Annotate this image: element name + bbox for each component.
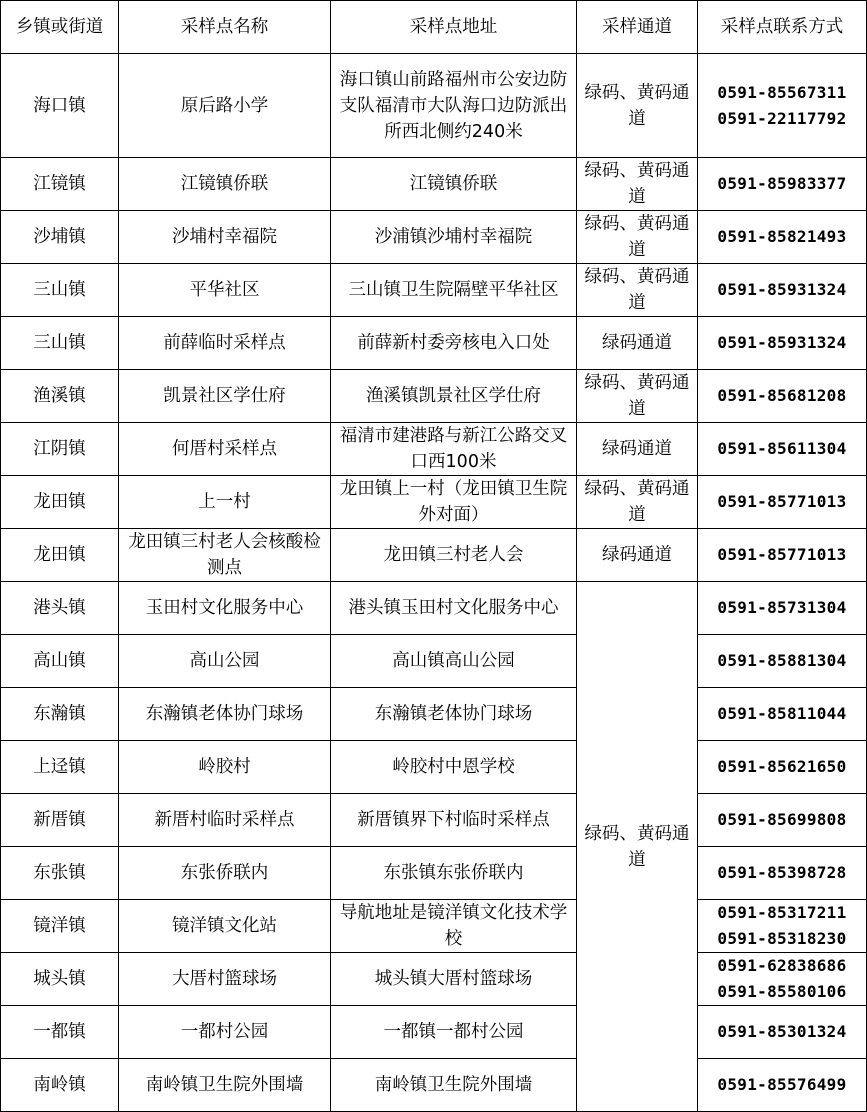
contact-cell — [698, 370, 867, 423]
town-cell: 沙埔镇 — [1, 211, 119, 264]
address-cell: 高山镇高山公园 — [331, 635, 577, 688]
contact-cell — [698, 1006, 867, 1059]
header-contact: 采样点联系方式 — [698, 1, 867, 54]
phone-number: 0591-85931324 — [717, 333, 847, 352]
town-cell: 上迳镇 — [1, 741, 119, 794]
site-name-cell: 新厝村临时采样点 — [119, 794, 331, 847]
phone-number: 0591-85611304 — [717, 439, 847, 458]
contact-cell — [698, 794, 867, 847]
address-cell: 江镜镇侨联 — [331, 158, 577, 211]
phone-number: 0591-85881304 — [717, 651, 847, 670]
header-channel: 采样通道 — [577, 1, 698, 54]
phone-number: 0591-85811044 — [717, 704, 847, 723]
phone-number: 0591-85983377 — [717, 174, 847, 193]
contact-cell — [698, 54, 867, 158]
contact-cell — [698, 582, 867, 635]
site-name-cell: 龙田镇三村老人会核酸检测点 — [119, 529, 331, 582]
header-address: 采样点地址 — [331, 1, 577, 54]
phone-number: 0591-85580106 — [717, 982, 847, 1001]
table-row — [1, 317, 867, 370]
site-name-cell: 江镜镇侨联 — [119, 158, 331, 211]
site-name-cell: 一都村公园 — [119, 1006, 331, 1059]
phone-number: 0591-62838686 — [717, 956, 847, 975]
site-name-cell: 原后路小学 — [119, 54, 331, 158]
contact-cell — [698, 529, 867, 582]
address-cell: 一都镇一都村公园 — [331, 1006, 577, 1059]
address-cell: 渔溪镇凯景社区学仕府 — [331, 370, 577, 423]
address-cell: 前薛新村委旁核电入口处 — [331, 317, 577, 370]
town-cell: 港头镇 — [1, 582, 119, 635]
town-cell: 江阴镇 — [1, 423, 119, 476]
channel-cell: 绿码通道 — [577, 529, 698, 582]
town-cell: 东瀚镇 — [1, 688, 119, 741]
channel-cell-merged: 绿码、黄码通道 — [577, 582, 698, 1112]
channel-cell: 绿码、黄码通道 — [577, 370, 698, 423]
channel-cell: 绿码、黄码通道 — [577, 211, 698, 264]
table-row — [1, 264, 867, 317]
site-name-cell: 何厝村采样点 — [119, 423, 331, 476]
address-cell: 导航地址是镜洋镇文化技术学校 — [331, 900, 577, 953]
town-cell: 三山镇 — [1, 317, 119, 370]
phone-number: 0591-85317211 — [717, 903, 847, 922]
site-name-cell: 上一村 — [119, 476, 331, 529]
contact-cell — [698, 264, 867, 317]
town-cell: 龙田镇 — [1, 529, 119, 582]
site-name-cell: 前薛临时采样点 — [119, 317, 331, 370]
address-cell: 城头镇大厝村篮球场 — [331, 953, 577, 1006]
site-name-cell: 东张侨联内 — [119, 847, 331, 900]
town-cell: 龙田镇 — [1, 476, 119, 529]
contact-cell — [698, 900, 867, 953]
address-cell: 沙浦镇沙埔村幸福院 — [331, 211, 577, 264]
site-name-cell: 凯景社区学仕府 — [119, 370, 331, 423]
table-row — [1, 688, 867, 741]
phone-number: 0591-85931324 — [717, 280, 847, 299]
phone-number: 0591-85398728 — [717, 863, 847, 882]
contact-cell — [698, 423, 867, 476]
town-cell: 高山镇 — [1, 635, 119, 688]
phone-number: 0591-85567311 — [717, 82, 847, 102]
channel-cell: 绿码、黄码通道 — [577, 264, 698, 317]
address-cell: 海口镇山前路福州市公安边防支队福清市大队海口边防派出所西北侧约240米 — [331, 54, 577, 158]
table-row — [1, 900, 867, 953]
table-row — [1, 1059, 867, 1112]
address-cell: 三山镇卫生院隔壁平华社区 — [331, 264, 577, 317]
table-row — [1, 529, 867, 582]
address-cell: 福清市建港路与新江公路交叉口西100米 — [331, 423, 577, 476]
phone-number: 0591-85771013 — [717, 492, 847, 511]
table-row — [1, 582, 867, 635]
phone-number: 0591-85621650 — [717, 757, 847, 776]
contact-cell — [698, 1059, 867, 1112]
contact-cell — [698, 476, 867, 529]
table-row — [1, 158, 867, 211]
table-row — [1, 476, 867, 529]
header-site-name: 采样点名称 — [119, 1, 331, 54]
town-cell: 海口镇 — [1, 54, 119, 158]
table-row — [1, 1006, 867, 1059]
header-town: 乡镇或街道 — [1, 1, 119, 54]
site-name-cell: 沙埔村幸福院 — [119, 211, 331, 264]
phone-number: 0591-85699808 — [717, 810, 847, 829]
address-cell: 东张镇东张侨联内 — [331, 847, 577, 900]
phone-number: 0591-85576499 — [717, 1075, 847, 1094]
table-row — [1, 211, 867, 264]
table-row — [1, 635, 867, 688]
channel-cell: 绿码通道 — [577, 317, 698, 370]
header-row — [1, 1, 867, 54]
phone-number: 0591-85731304 — [717, 598, 847, 617]
contact-cell — [698, 635, 867, 688]
address-cell: 港头镇玉田村文化服务中心 — [331, 582, 577, 635]
site-name-cell: 南岭镇卫生院外围墙 — [119, 1059, 331, 1112]
town-cell: 渔溪镇 — [1, 370, 119, 423]
town-cell: 一都镇 — [1, 1006, 119, 1059]
contact-cell — [698, 688, 867, 741]
contact-cell — [698, 158, 867, 211]
address-cell: 新厝镇界下村临时采样点 — [331, 794, 577, 847]
channel-cell: 绿码、黄码通道 — [577, 158, 698, 211]
town-cell: 南岭镇 — [1, 1059, 119, 1112]
phone-number: 0591-85821493 — [717, 227, 847, 246]
contact-cell — [698, 317, 867, 370]
phone-number: 0591-22117792 — [717, 108, 847, 128]
town-cell: 东张镇 — [1, 847, 119, 900]
table-row — [1, 741, 867, 794]
phone-number: 0591-85318230 — [717, 929, 847, 948]
channel-cell: 绿码通道 — [577, 423, 698, 476]
table-row — [1, 54, 867, 158]
town-cell: 江镜镇 — [1, 158, 119, 211]
phone-number: 0591-85771013 — [717, 545, 847, 564]
site-name-cell: 岭胶村 — [119, 741, 331, 794]
phone-number: 0591-85301324 — [717, 1022, 847, 1041]
contact-cell — [698, 953, 867, 1006]
site-name-cell: 平华社区 — [119, 264, 331, 317]
table-body — [1, 54, 867, 1112]
site-name-cell: 玉田村文化服务中心 — [119, 582, 331, 635]
table-row — [1, 847, 867, 900]
address-cell: 南岭镇卫生院外围墙 — [331, 1059, 577, 1112]
site-name-cell: 东瀚镇老体协门球场 — [119, 688, 331, 741]
contact-cell — [698, 847, 867, 900]
town-cell: 镜洋镇 — [1, 900, 119, 953]
table-row — [1, 953, 867, 1006]
address-cell: 岭胶村中恩学校 — [331, 741, 577, 794]
town-cell: 城头镇 — [1, 953, 119, 1006]
town-cell: 新厝镇 — [1, 794, 119, 847]
table-row — [1, 423, 867, 476]
phone-number: 0591-85681208 — [717, 386, 847, 405]
address-cell: 龙田镇三村老人会 — [331, 529, 577, 582]
address-cell: 东瀚镇老体协门球场 — [331, 688, 577, 741]
table-row — [1, 370, 867, 423]
table-row — [1, 794, 867, 847]
contact-cell — [698, 211, 867, 264]
address-cell: 龙田镇上一村（龙田镇卫生院外对面） — [331, 476, 577, 529]
site-name-cell: 大厝村篮球场 — [119, 953, 331, 1006]
town-cell: 三山镇 — [1, 264, 119, 317]
site-name-cell: 高山公园 — [119, 635, 331, 688]
contact-cell — [698, 741, 867, 794]
channel-cell: 绿码、黄码通道 — [577, 54, 698, 158]
site-name-cell: 镜洋镇文化站 — [119, 900, 331, 953]
channel-cell: 绿码、黄码通道 — [577, 476, 698, 529]
